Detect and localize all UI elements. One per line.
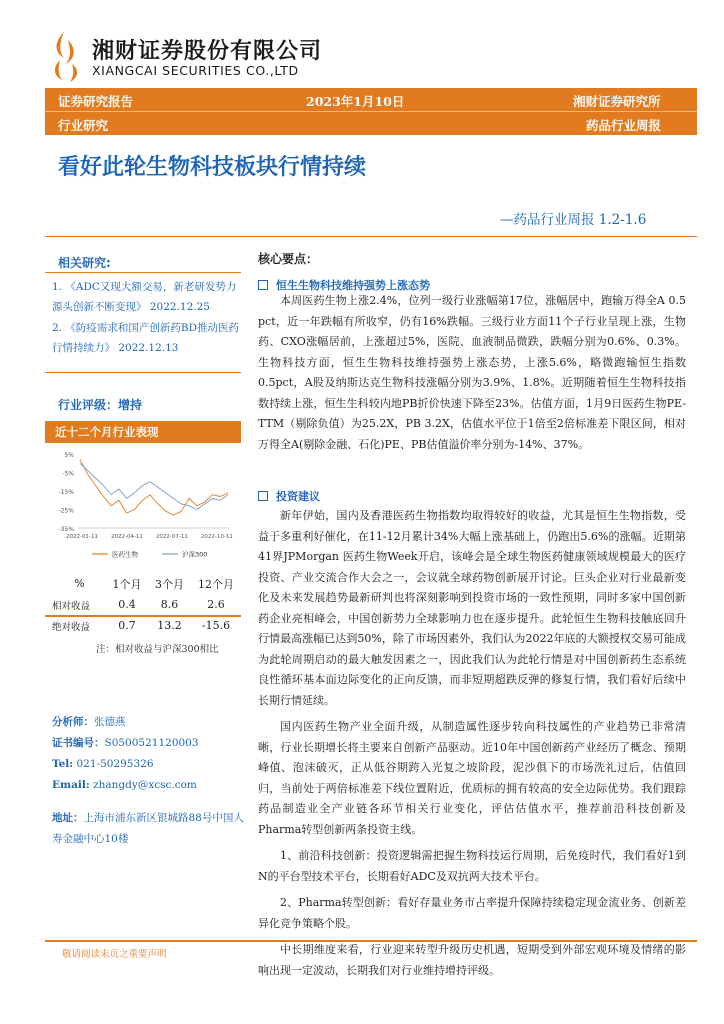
legend-label: 沪深300	[182, 550, 208, 559]
sidebar-divider	[45, 272, 241, 273]
y-tick-label: -25%	[58, 507, 74, 515]
related-item-num: 2.	[52, 322, 63, 334]
company-logo-icon	[50, 30, 84, 82]
table-cell: 13.2	[157, 619, 182, 632]
address-info	[52, 808, 244, 850]
cert-number: S0500521120003	[104, 737, 199, 749]
table-rule	[45, 615, 241, 617]
email-address[interactable]: zhangdy@xcsc.com	[93, 779, 197, 791]
tel-label: Tel:	[52, 758, 74, 770]
table-header-row	[52, 573, 240, 594]
section-title: 投资建议	[276, 490, 320, 503]
performance-table	[52, 573, 240, 636]
paragraph: 本周医药生物上涨2.4%，位列一级行业涨幅第17位，涨幅居中，跑输万得全A 0.5 pct，近一年跌幅有所收窄，仍有16%跌幅。三级行业方面11个子行业呈现上涨，生物药、CXO涨幅居前，上涨超过5%，医院、血液制品微跌，跌幅分别为0.6%、0.3%。生物科技方面，恒生生物科技维持强势上涨态势，上涨5.6%，略微跑输恒生指数0.5pct，A股及纳斯达克生物科技涨幅分别为3.9%、1.8%。近期随着恒生生物科技指数持续上涨，恒生生科较内地PB折价快速下降至23%。估值方面，1月9日医药生物PE-TTM（剔除负值）为25.2X，PB 3.2X，估值水平位于1倍至2倍标准差下限区间，相对万得全A(剔除金融、石化)PE、PB估值溢价率分别为-14%、37%。	[258, 294, 686, 451]
research-institute: 湘财证券研究所	[573, 94, 661, 109]
table-header-cell: 3个月	[155, 577, 184, 591]
series-line-hs300	[80, 463, 228, 509]
y-tick-label: -15%	[58, 489, 74, 496]
cert-label: 证书编号：	[52, 737, 105, 749]
footer-disclaimer[interactable]: 敬请阅读末页之重要声明	[62, 949, 167, 960]
table-row	[52, 615, 240, 636]
table-header-cell: %	[74, 577, 85, 590]
x-tick-label: 2022-10-11	[200, 534, 233, 540]
table-cell: 0.7	[118, 619, 136, 632]
y-tick-label: 5%	[64, 452, 74, 459]
x-tick-label: 2022-07-11	[155, 534, 188, 540]
y-tick-label: -35%	[58, 526, 74, 533]
table-cell: 2.6	[207, 598, 225, 611]
industry-rating: 行业评级：增持	[58, 398, 143, 412]
page-subtitle: —药品行业周报 1.2-1.6	[500, 212, 647, 228]
related-item-num: 1.	[52, 281, 63, 293]
related-item[interactable]	[52, 318, 244, 358]
section-title: 恒生生物科技维持强势上涨态势	[276, 279, 430, 292]
paragraph: 新年伊始，国内及香港医药生物指数均取得较好的收益，尤其是恒生生物指数，受益于多重利好催化，在11-12月累计34%大幅上涨基础上，仍跑出5.6%的涨幅。近期第41界JPMorgan 医药生物Week开启，该峰会是全球生物医药健康领域规模最大的医疗投资、产业交流合作大会之一，会议就全球药物创新展开讨论。巨头企业对行业最新变化及未来发展趋势最新研判也将深刻影响到投资市场的一致性预期，同时多家中国创新药企业亮相峰会，中国创新势力全球影响力也在逐步提升。此轮恒生生物科技触底回升行情最高涨幅已达到50%，除了市场因素外，我们认为2022年底的大额授权交易可能成为此轮周期启动的最大触发因素之一，因此我们认为此轮行情是对中国创新药生态系统良性循环基本面边际变化的正向反馈，而非短期超跌反弹的修复行情，我们看好后续中长期行情延续。	[258, 509, 686, 707]
paragraph: 1、前沿科技创新：投资逻辑需把握生物科技运行周期，后免疫时代，我们看好1到N的平台型技术平台，长期看好ADC及双抗两大技术平台。	[258, 849, 686, 883]
address-text: 上海市浦东新区银城路88号中国人寿金融中心10楼	[52, 812, 244, 845]
report-series: 药品行业周报	[586, 118, 662, 133]
table-header-cell: 1个月	[112, 577, 142, 591]
analyst-info	[52, 712, 199, 796]
table-row	[52, 594, 240, 615]
company-name-en: XIANGCAI SECURITIES CO.,LTD	[92, 63, 299, 78]
legend-label: 医药生物	[112, 550, 138, 559]
report-date: 2023年1月10日	[306, 94, 405, 109]
email-label: Email:	[52, 779, 90, 791]
analyst-name: 张德燕	[94, 716, 126, 728]
table-cell: 相对收益	[52, 600, 91, 612]
performance-chart	[50, 446, 240, 566]
series-line-pharma	[80, 460, 228, 515]
related-item[interactable]	[52, 277, 244, 317]
analyst-label: 分析师：	[52, 716, 94, 728]
company-name-cn: 湘财证券股份有限公司	[92, 39, 323, 64]
address-label: 地址：	[52, 812, 84, 824]
related-item-date: 2022.12.13	[118, 342, 179, 354]
table-cell: 绝对收益	[52, 621, 91, 633]
key-points-heading: 核心要点：	[258, 252, 319, 266]
performance-bar: 近十二个月行业表现	[45, 421, 241, 443]
square-bullet-icon	[258, 280, 268, 290]
title-rule	[45, 236, 697, 237]
related-item-title: 《ADC又现大额交易，新老研发势力源头创新不断变现》	[52, 281, 237, 313]
related-item-date: 2022.12.25	[149, 301, 210, 313]
table-cell: -15.6	[201, 619, 231, 632]
square-bullet-icon	[258, 491, 268, 501]
performance-note: 注：相对收益与沪深300相比	[96, 644, 219, 655]
report-type: 证券研究报告	[58, 94, 134, 109]
paragraph: 中长期维度来看，行业迎来转型升级历史机遇，短期受到外部宏观环境及情绪的影响出现一定波动，长期我们对行业维持增持评级。	[258, 943, 686, 977]
section-body-hsbio	[258, 291, 686, 461]
page-title: 看好此轮生物科技板块行情持续	[58, 155, 367, 180]
sidebar-divider	[45, 372, 241, 373]
table-cell: 0.4	[118, 598, 136, 611]
x-tick-label: 2022-01-11	[66, 534, 98, 540]
y-tick-label: -5%	[62, 470, 74, 478]
paragraph: 国内医药生物产业全面升级，从制造属性逐步转向科技属性的产业趋势已非常清晰，行业长期增长将主要来自创新产品驱动。近10年中国创新药产业经历了概念、预期峰值、泡沫破灭，正从低谷期跨入光复之坡阶段，泥沙俱下的市场洗礼过后，估值回归，当前处于两倍标准差下线位置附近，优质标的拥有较高的安全边际优势。我们跟踪药品制造业全产业链各环节相关行业变化，评估估值水平，推荐前沿科技创新及Pharma转型创新两条投资主线。	[258, 720, 686, 836]
section-heading-investment	[258, 488, 320, 504]
x-tick-label: 2022-04-11	[110, 534, 143, 540]
paragraph: 2、Pharma转型创新：看好存量业务市占率提升保障持续稳定现金流业务、创新差异化竞争策略个股。	[258, 896, 686, 930]
footer-rule	[45, 940, 697, 942]
tel-number: 021-50295326	[76, 758, 154, 770]
table-header-cell: 12个月	[198, 577, 234, 591]
table-cell: 8.6	[160, 598, 179, 611]
related-item-title: 《防疫需求和国产创新药BD推动医药行情持续力》	[52, 322, 240, 354]
report-category: 行业研究	[58, 118, 109, 133]
section-body-investment	[258, 506, 686, 987]
header-band-divider	[45, 111, 697, 112]
related-research-heading: 相关研究:	[58, 256, 111, 270]
